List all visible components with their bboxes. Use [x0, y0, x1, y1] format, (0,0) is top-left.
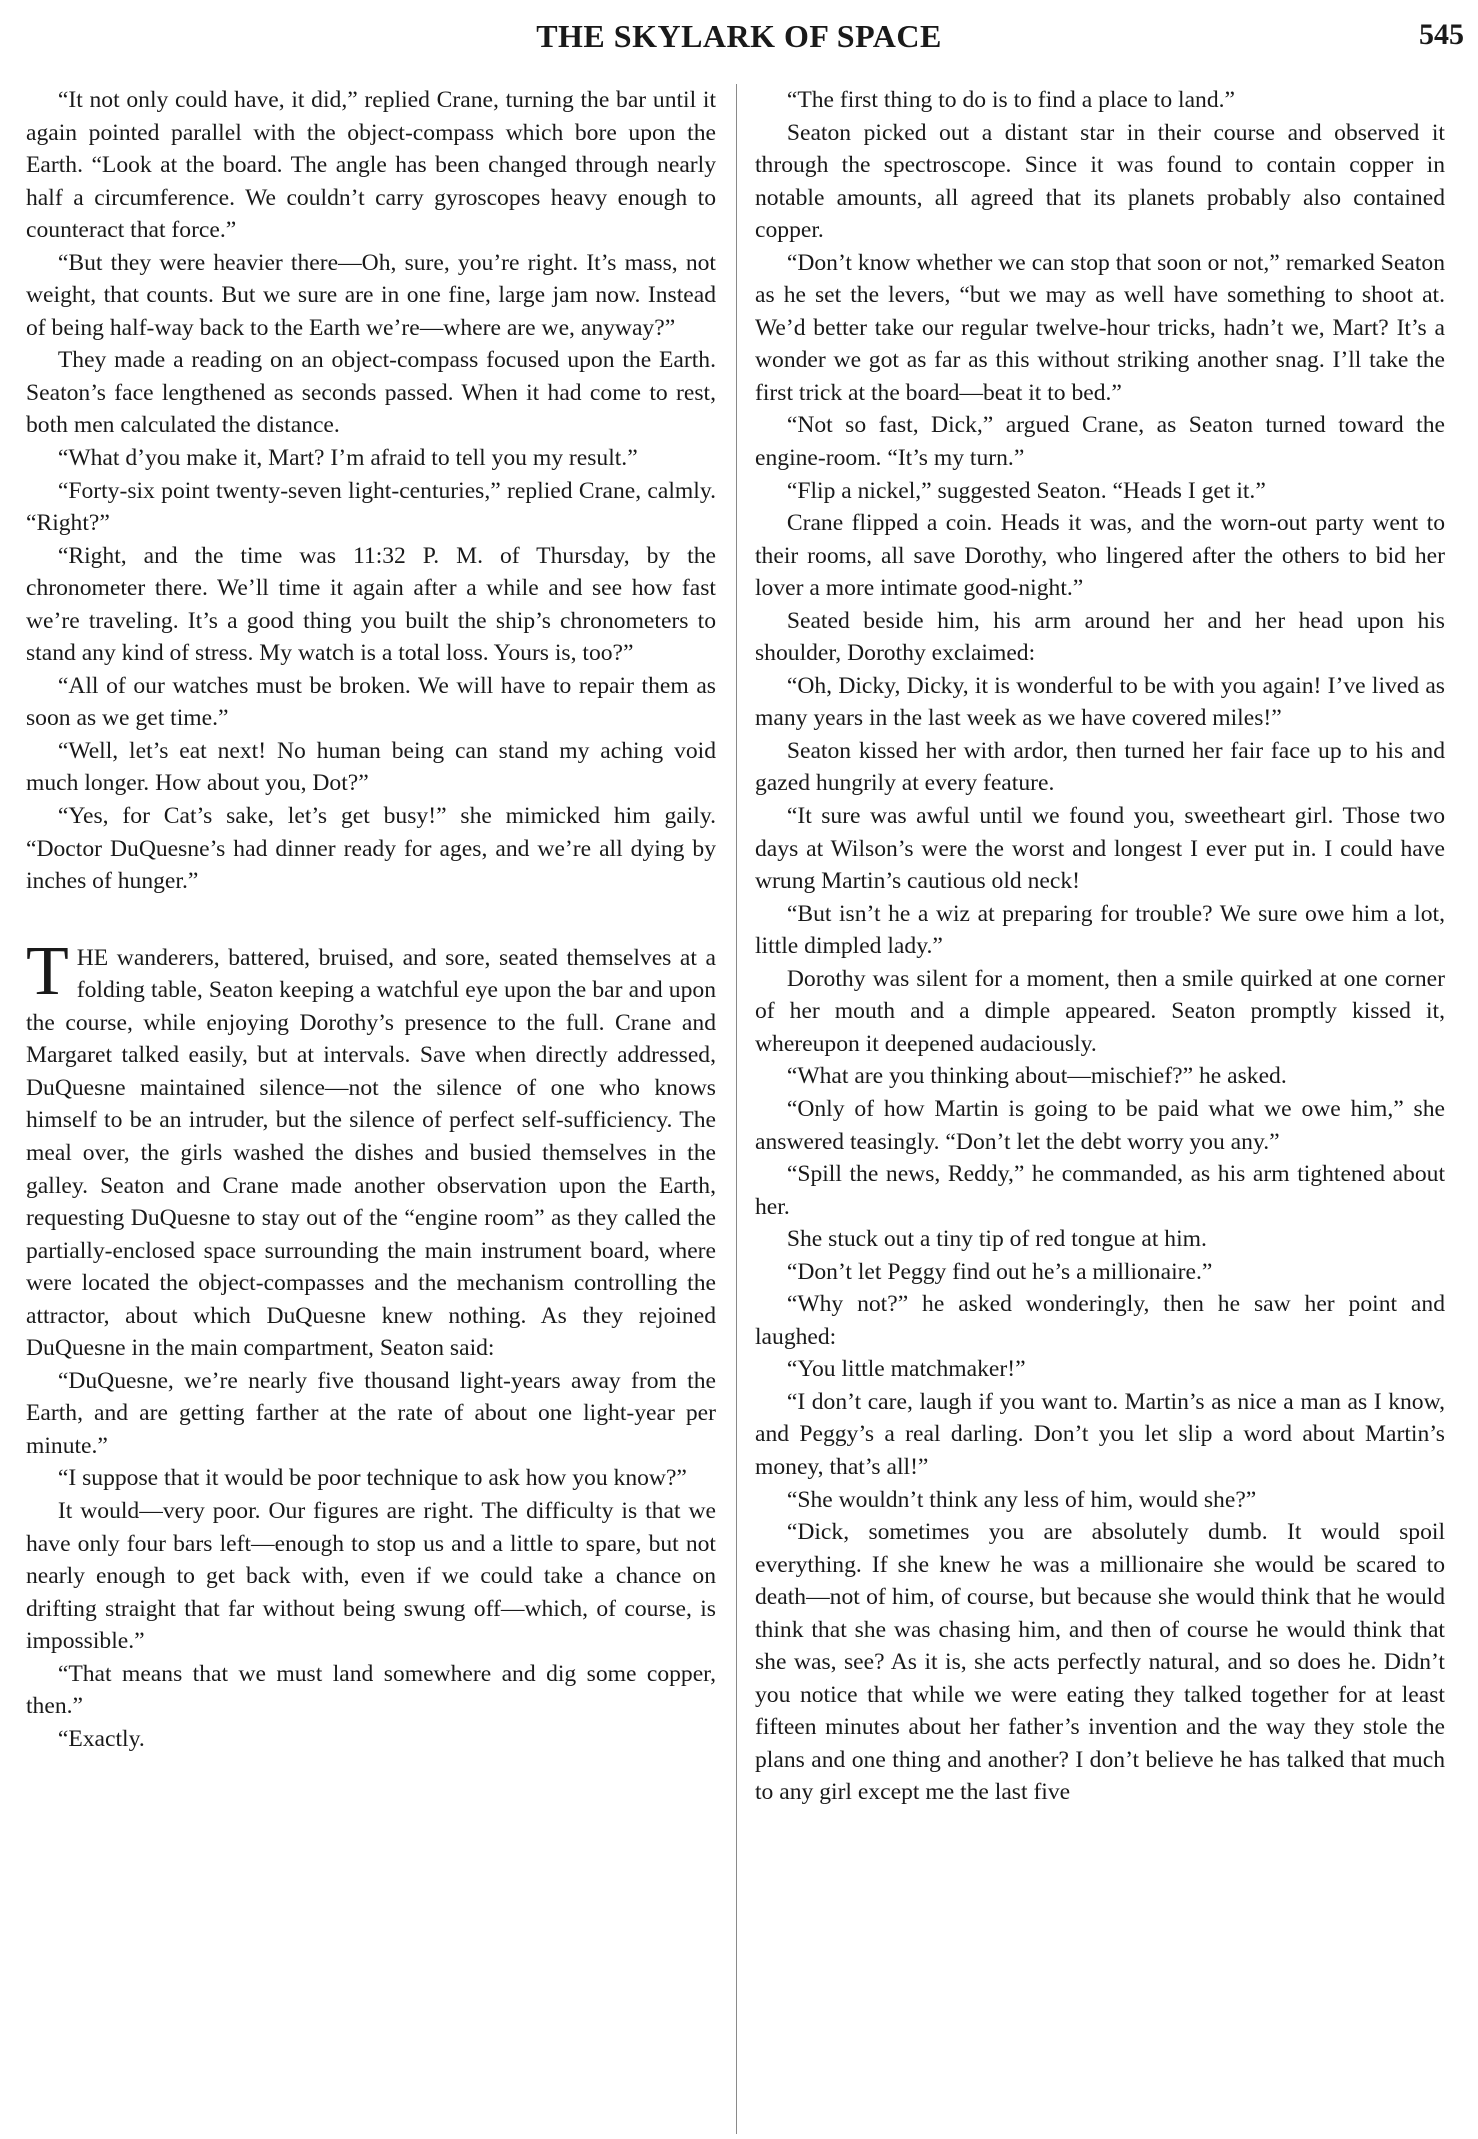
paragraph: “Don’t let Peggy find out he’s a millionaire.” — [786, 1258, 1213, 1285]
paragraph: Crane flipped a coin. Heads it was, and the worn-out party went to their rooms, all save Dorothy, who lingered after the others to bid her lover a more intimate good-night.” — [755, 510, 1445, 602]
paragraph: Seated beside him, his arm around her and her head upon his shoulder, Dorothy exclaimed: — [755, 607, 1445, 667]
paragraph: “That means that we must land somewhere and dig some copper, then.” — [26, 1660, 716, 1720]
paragraph: “I don’t care, laugh if you want to. Martin’s as nice a man as I know, and Peggy’s a real darling. Don’t you let slip a word about Martin’s money, that’s all!” — [755, 1388, 1445, 1480]
paragraph: “Oh, Dicky, Dicky, it is wonderful to be with you again! I’ve lived as many years in the last week as we have covered miles!” — [755, 672, 1445, 732]
paragraph: “I suppose that it would be poor technique to ask how you know?” — [57, 1465, 687, 1492]
paragraph: It would—very poor. Our figures are right. The difficulty is that we have only four bars left—enough to stop us and a little to spare, but not nearly enough to get back with, even if we could take a chance on drifting straight that far without being swung off—which, of course, is impossible.” — [26, 1497, 716, 1655]
paragraph: “Well, let’s eat next! No human being can stand my aching void much longer. How about you, Dot?” — [26, 737, 716, 797]
drop-cap: T — [26, 932, 69, 1010]
paragraph: “But isn’t he a wiz at preparing for trouble? We sure owe him a lot, little dimpled lady.” — [755, 900, 1445, 960]
paragraph: Seaton picked out a distant star in their course and observed it through the spectroscope. Since it was found to contain copper in notable amounts, all agreed that its planets probably also contained copper. — [755, 119, 1445, 244]
paragraph: She stuck out a tiny tip of red tongue at him. — [786, 1226, 1207, 1253]
section-opening-text: HE wanderers, battered, bruised, and sore, seated themselves at a folding table, Seaton keeping a watchful eye upon the bar and upon the course, while enjoying Dorothy’s presence to the full. Crane and Margaret talked easily, but at intervals. Save when directly addressed, DuQuesne maintained silence—not the silence of one who knows himself to be an intruder, but the silence of perfect self-sufficiency. The meal over, the girls washed the dishes and busied themselves in the galley. Seaton and Crane made another observation upon the Earth, requesting DuQuesne to stay out of the “engine room” as they called the partially-enclosed space surrounding the main instrument board, where were located the object-compasses and the mechanism controlling the attractor, about which DuQuesne knew nothing. As they rejoined DuQuesne in the main compartment, Seaton said: — [26, 944, 716, 1362]
paragraph: “Right, and the time was 11:32 P. M. of Thursday, by the chronometer there. We’ll time it again after a while and see how fast we’re traveling. It’s a good thing you built the ship’s chronometers to stand any kind of stress. My watch is a total loss. Yours is, too?” — [26, 542, 716, 667]
paragraph: “It not only could have, it did,” replied Crane, turning the bar until it again pointed parallel with the object-compass which bore upon the Earth. “Look at the board. The angle has been changed through nearly half a circumference. We couldn’t carry gyroscopes heavy enough to counteract that force.” — [26, 87, 716, 244]
paragraph: “You little matchmaker!” — [786, 1356, 1026, 1383]
paragraph: “Only of how Martin is going to be paid what we owe him,” she answered teasingly. “Don’t let the debt worry you any.” — [755, 1095, 1445, 1155]
paragraph: “All of our watches must be broken. We will have to repair them as soon as we get time.” — [26, 672, 716, 732]
paragraph: Dorothy was silent for a moment, then a smile quirked at one corner of her mouth and a dimple appeared. Seaton promptly kissed it, whereupon it deepened audaciously. — [755, 965, 1445, 1057]
page-header — [0, 10, 1478, 60]
page-number: 545 — [1419, 18, 1464, 51]
paragraph: “The first thing to do is to find a place to land.” — [786, 87, 1236, 113]
section-break — [26, 898, 716, 942]
paragraph: “What d’you make it, Mart? I’m afraid to tell you my result.” — [57, 445, 638, 472]
running-title: THE SKYLARK OF SPACE — [536, 18, 942, 54]
paragraph: “She wouldn’t think any less of him, would she?” — [786, 1486, 1257, 1513]
paragraph: “Flip a nickel,” suggested Seaton. “Heads I get it.” — [786, 477, 1266, 504]
paragraph: “But they were heavier there—Oh, sure, you’re right. It’s mass, not weight, that counts. But we sure are in one fine, large jam now. Instead of being half-way back to the Earth we’re—where are we, anyway?” — [26, 249, 716, 341]
left-column — [26, 84, 716, 1755]
paragraph: “Exactly. — [57, 1725, 145, 1752]
section-opening-paragraph — [26, 932, 716, 1365]
paragraph: “DuQuesne, we’re nearly five thousand light-years away from the Earth, and are getting farther at the rate of about one light-year per minute.” — [26, 1367, 716, 1459]
paragraph: “What are you thinking about—mischief?” he asked. — [786, 1063, 1287, 1090]
paragraph: “Forty-six point twenty-seven light-centuries,” replied Crane, calmly. “Right?” — [26, 477, 716, 537]
paragraph: “Don’t know whether we can stop that soon or not,” remarked Seaton as he set the levers, “but we may as well have something to shoot at. We’d better take our regular twelve-hour tricks, hadn’t we, Mart? It’s a wonder we got as far as this without striking another snag. I’ll take the first trick at the board—beat it to bed.” — [755, 249, 1445, 406]
paragraph: “Yes, for Cat’s sake, let’s get busy!” she mimicked him gaily. “Doctor DuQuesne’s had dinner ready for ages, and we’re all dying by inches of hunger.” — [26, 803, 716, 895]
paragraph: They made a reading on an object-compass focused upon the Earth. Seaton’s face lengthened as seconds passed. When it had come to rest, both men calculated the distance. — [26, 347, 716, 439]
paragraph: “Why not?” he asked wonderingly, then he saw her point and laughed: — [755, 1291, 1445, 1350]
paragraph: “Spill the news, Reddy,” he commanded, as his arm tightened about her. — [755, 1161, 1445, 1220]
right-column — [755, 84, 1445, 1809]
paragraph: “Dick, sometimes you are absolutely dumb. It would spoil everything. If she knew he was a millionaire she would be scared to death—not of him, of course, but because she would think that he would think that she was chasing him, and then of course he would think that she was, see? As it is, she acts perfectly natural, and so does he. Didn’t you notice that while we were eating they talked together for at least fifteen minutes about her father’s invention and the way they stole the plans and one thing and another? I don’t believe he has talked that much to any girl except me the last five — [755, 1519, 1445, 1806]
paragraph: “Not so fast, Dick,” argued Crane, as Seaton turned toward the engine-room. “It’s my turn.” — [755, 412, 1445, 472]
paragraph: “It sure was awful until we found you, sweetheart girl. Those two days at Wilson’s were the worst and longest I ever put in. I could have wrung Martin’s cautious old neck! — [755, 803, 1445, 895]
column-divider — [736, 84, 737, 2134]
paragraph: Seaton kissed her with ardor, then turned her fair face up to his and gazed hungrily at every feature. — [755, 737, 1445, 797]
